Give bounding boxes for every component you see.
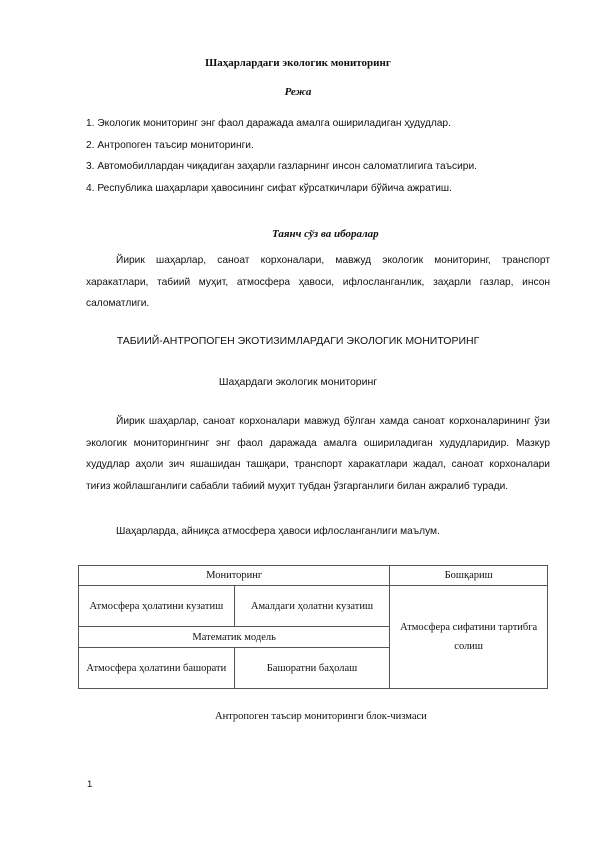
diagram-caption: Антропоген таъсир мониторинги блок-чизмаси (215, 711, 427, 722)
header-management: Бошқариш (390, 566, 548, 586)
block-diagram-table (78, 565, 548, 689)
cell-math-model: Математик модель (79, 627, 390, 648)
plan-item: 4. Республика шаҳарлари ҳавосининг сифат кўрсаткичлари бўйича ажратиш. (86, 182, 452, 194)
paragraph-text: Йирик шаҳарлар, саноат корхоналари мавжуд бўлган хамда саноат корхоналарининг ўзи экологик мониторингнинг энг фаол даражада амалга ошириладиган худудларидир. Мазкур худудлар аҳоли зич яшашидан ташқари, транспорт харакатлари жадал, саноат корхоналари тиғиз жойлашганлиги сабабли табиий муҳит тубдан ўзгарганлиги билан ажралиб туради. (86, 416, 550, 492)
header-monitoring: Мониторинг (79, 566, 390, 586)
section-subheading: Шаҳардаги экологик мониторинг (218, 376, 378, 388)
body-paragraph (86, 411, 550, 497)
section-heading: ТАБИИЙ-АНТРОПОГЕН ЭКОТИЗИМЛАРДАГИ ЭКОЛОГИК МОНИТОРИНГ (116, 335, 480, 347)
cell-forecast-evaluation: Башоратни баҳолаш (234, 648, 390, 689)
cell-forecast: Атмосфера ҳолатини башорати (79, 648, 235, 689)
paragraph-text: Шаҳарларда, айниқса атмосфера ҳавоси ифлосланганлиги маълум. (116, 526, 440, 537)
plan-title: Режа (284, 86, 312, 98)
cell-actual-state: Амалдаги ҳолатни кузатиш (234, 586, 390, 627)
keywords-paragraph (86, 250, 550, 315)
plan-list (86, 113, 477, 199)
cell-quality-management: Атмосфера сифатини тартибга солиш (390, 586, 548, 689)
keywords-title: Таянч сўз ва иборалар (272, 228, 379, 240)
cell-observation: Атмосфера ҳолатини кузатиш (79, 586, 235, 627)
plan-item: 1. Экологик мониторинг энг фаол даражада амалга ошириладиган ҳудудлар. (86, 118, 451, 129)
plan-item: 2. Антропоген таъсир мониторинги. (86, 139, 254, 151)
body-paragraph (86, 521, 550, 543)
keywords-text: Йирик шаҳарлар, саноат корхоналари, мавжуд экологик мониторинг, транспорт харакатлари, табиий муҳит, атмосфера ҳавоси, ифлосланганлик, заҳарли газлар, инсон саломатлиги. (86, 255, 550, 309)
plan-item: 3. Автомобиллардан чиқадиган заҳарли газларнинг инсон саломатлигига таъсири. (86, 161, 477, 172)
page-number: 1 (87, 779, 93, 790)
document-title: Шаҳарлардаги экологик мониторинг (205, 57, 391, 69)
